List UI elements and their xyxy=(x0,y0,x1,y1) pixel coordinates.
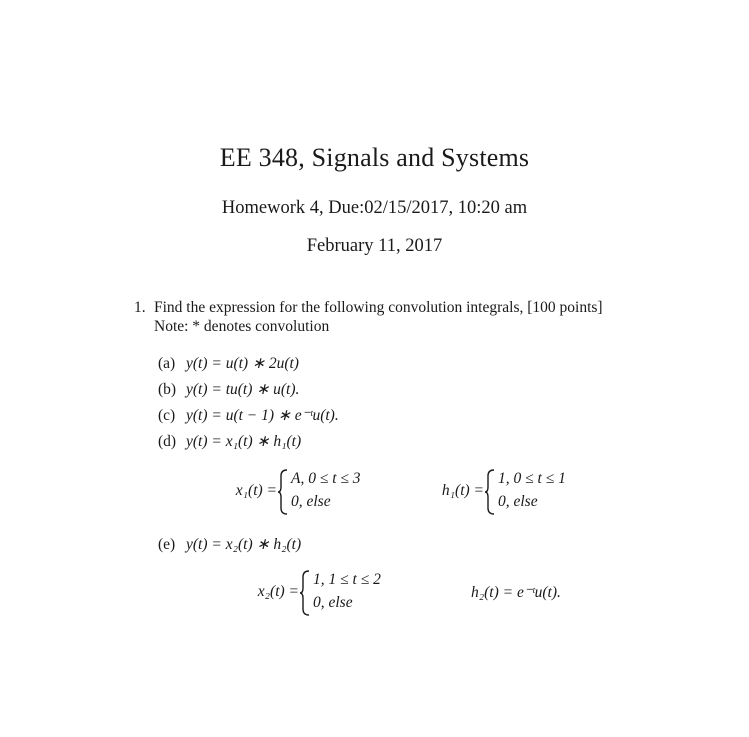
part-d xyxy=(158,432,301,451)
part-label: (c) xyxy=(158,407,176,424)
part-c xyxy=(158,406,339,425)
h1-lhs: h₁(t) = xyxy=(441,482,484,499)
x2-case-1: 1, 1 ≤ t ≤ 2 xyxy=(313,571,381,588)
part-expression: y(t) = u(t − 1) ∗ e⁻ᵗu(t). xyxy=(186,407,339,424)
x2-definition xyxy=(257,569,419,617)
x1-case-2: 0, else xyxy=(291,493,331,510)
h1-case-1: 1, 0 ≤ t ≤ 1 xyxy=(498,470,566,487)
part-label: (a) xyxy=(158,355,176,372)
left-brace-icon xyxy=(277,468,289,516)
problem-note: Note: * denotes convolution xyxy=(154,318,330,335)
x2-case-2: 0, else xyxy=(313,594,353,611)
part-e xyxy=(158,535,301,554)
h1-case-2: 0, else xyxy=(498,493,538,510)
problem-statement: Find the expression for the following convolution integrals, [100 points] xyxy=(154,299,603,316)
h2-definition: h₂(t) = e⁻ᵗu(t). xyxy=(471,584,561,601)
part-expression: y(t) = tu(t) ∗ u(t). xyxy=(186,381,300,398)
part-expression: y(t) = x₂(t) ∗ h₂(t) xyxy=(186,536,302,553)
document-subtitle: Homework 4, Due:02/15/2017, 10:20 am xyxy=(221,198,528,218)
left-brace-icon xyxy=(484,468,496,516)
left-brace-icon xyxy=(299,569,311,617)
part-expression: y(t) = x₁(t) ∗ h₁(t) xyxy=(186,433,302,450)
x1-definition xyxy=(235,468,397,516)
x1-case-1: A, 0 ≤ t ≤ 3 xyxy=(291,470,361,487)
part-b xyxy=(158,380,299,399)
part-expression: y(t) = u(t) ∗ 2u(t) xyxy=(186,355,299,372)
part-a xyxy=(158,354,299,373)
x1-lhs: x₁(t) = xyxy=(235,482,277,499)
part-label: (b) xyxy=(158,381,177,398)
h1-definition xyxy=(441,468,604,516)
document-date: February 11, 2017 xyxy=(306,236,443,256)
document-title: EE 348, Signals and Systems xyxy=(219,143,530,172)
part-label: (d) xyxy=(158,433,177,450)
x2-lhs: x₂(t) = xyxy=(257,583,299,600)
problem-number: 1. xyxy=(134,299,146,316)
part-label: (e) xyxy=(158,536,176,553)
